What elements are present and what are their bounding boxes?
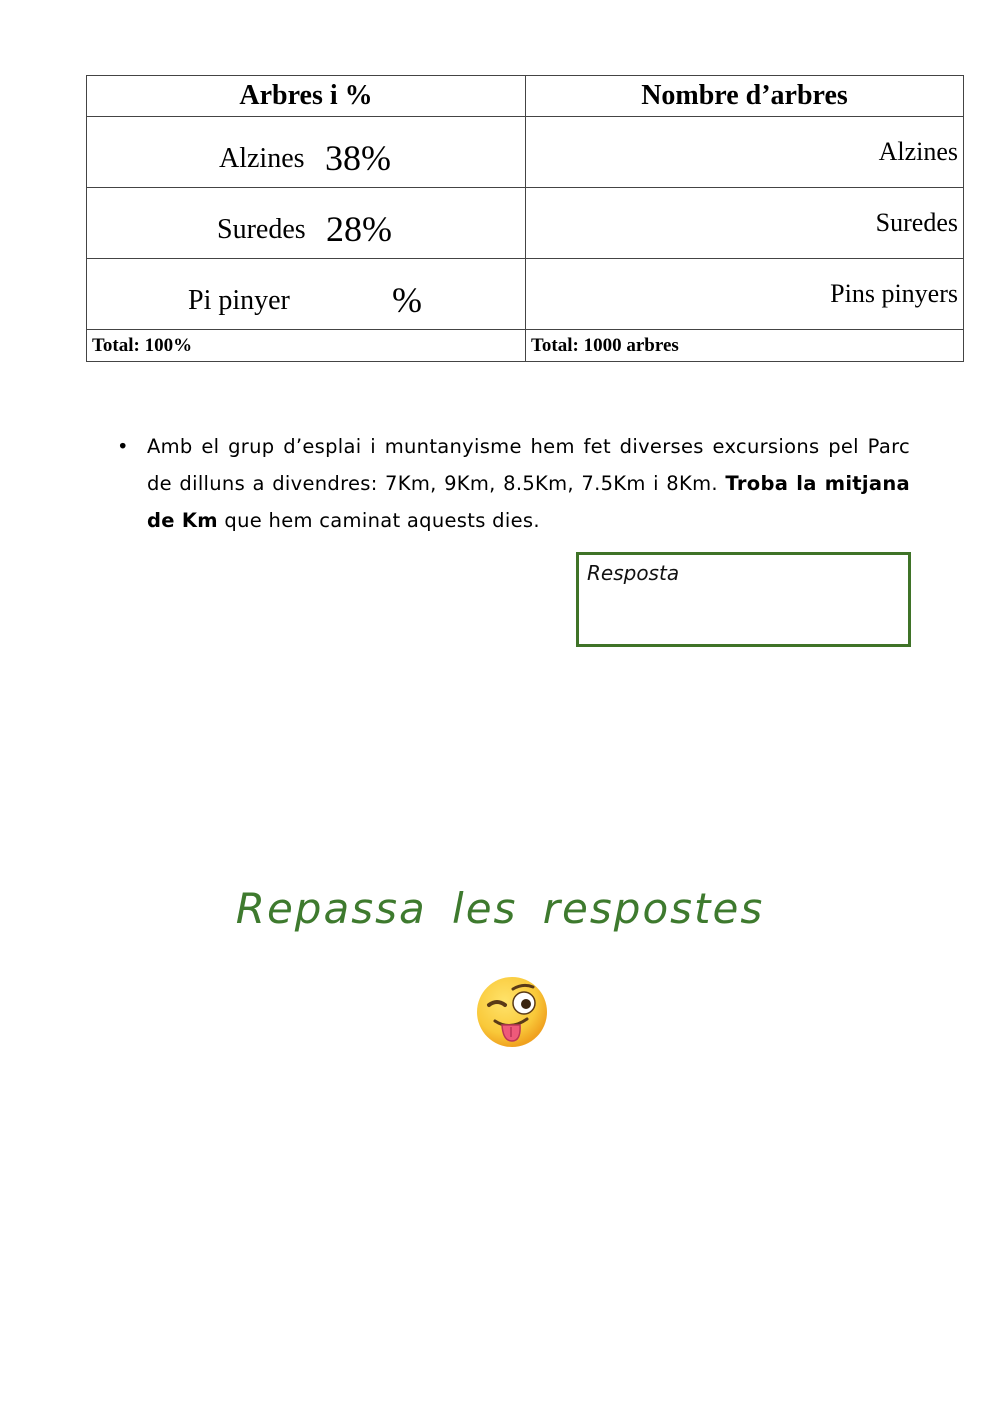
tree-percent: 38% [325, 138, 391, 178]
tree-name: Suredes [217, 214, 306, 245]
exercise-text-before: Amb el grup d’esplai i muntanyisme hem fet diverses excursions pel Parc de dilluns a divendres: 7Km, 9Km, 8.5Km, 7.5Km i 8Km. [147, 435, 910, 495]
total-trees: Total: 1000 arbres [526, 330, 964, 362]
exercise-bullet [117, 428, 910, 539]
table-header-row [87, 76, 964, 117]
header-trees-percent: Arbres i % [87, 76, 526, 117]
winking-face-with-tongue-icon [475, 975, 549, 1049]
tree-percent: 28% [326, 209, 392, 249]
exercise-text [147, 428, 910, 539]
table-row [87, 259, 964, 330]
count-cell[interactable]: Pins pinyers [526, 259, 964, 330]
answer-label: Resposta [587, 561, 680, 585]
totals-row [87, 330, 964, 362]
percent-cell [87, 259, 526, 330]
tree-percent-input[interactable]: % [392, 280, 422, 320]
percent-cell [87, 117, 526, 188]
trees-table [86, 75, 964, 362]
percent-cell [87, 188, 526, 259]
exercise-text-bold: Troba la mitjana de Km [147, 472, 911, 532]
count-cell[interactable]: Alzines [526, 117, 964, 188]
answer-box[interactable] [576, 552, 911, 647]
total-percent: Total: 100% [87, 330, 526, 362]
table-row [87, 188, 964, 259]
header-number-of-trees: Nombre d’arbres [526, 76, 964, 117]
tree-name: Alzines [219, 143, 305, 174]
review-title: Repassa les respostes [235, 884, 765, 933]
table-row [87, 117, 964, 188]
count-cell[interactable]: Suredes [526, 188, 964, 259]
tree-name: Pi pinyer [188, 285, 290, 316]
exercise-text-after: que hem caminat aquests dies. [224, 509, 540, 532]
bullet-icon: • [117, 435, 129, 458]
